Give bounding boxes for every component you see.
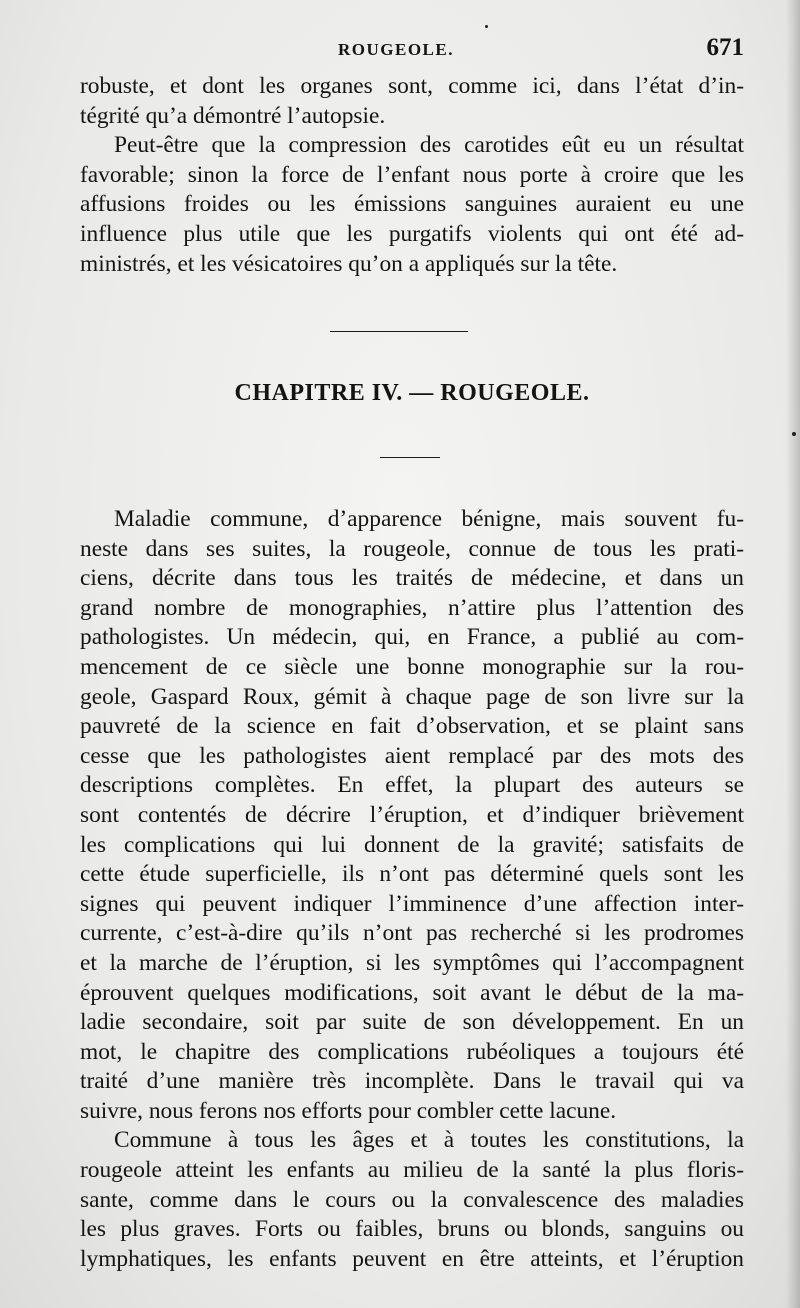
print-speck [792, 432, 796, 436]
text-line: ciens, décrite dans tous les traités de médecine, et dans un [80, 565, 744, 592]
chapter-heading: CHAPITRE IV. — ROUGEOLE. [234, 380, 590, 406]
text-line: mot, le chapitre des complications rubéoliques a toujours été [80, 1038, 744, 1065]
text-line: pauvreté de la science en fait d’observation, et se plaint sans [80, 713, 744, 740]
page-header [80, 34, 744, 68]
page-spine-shadow [786, 0, 800, 1308]
text-line: sont contentés de décrire l’éruption, et d’indiquer brièvement [80, 801, 744, 828]
text-line: grand nombre de monographies, n’attire plus l’attention des [80, 594, 744, 621]
text-line: cesse que les pathologistes aient remplacé par des mots des [80, 742, 744, 769]
page-number: 671 [706, 34, 744, 61]
top-text-block [80, 72, 744, 279]
text-line: les plus graves. Forts ou faibles, bruns ou blonds, sanguins ou [80, 1216, 744, 1243]
text-line: lymphatiques, les enfants peuvent en être atteints, et l’éruption [80, 1245, 744, 1272]
text-line: ladie secondaire, soit par suite de son développement. En un [80, 1009, 744, 1036]
text-line: et la marche de l’éruption, si les symptômes qui l’accompagnent [80, 949, 744, 976]
section-divider [330, 331, 468, 332]
text-line: suivre, nous ferons nos efforts pour combler cette lacune. [80, 1097, 617, 1124]
text-line: cette étude superficielle, ils n’ont pas déterminé quels sont les [80, 861, 744, 888]
chapter-divider [380, 457, 440, 458]
text-line: currente, c’est-à-dire qu’ils n’ont pas recherché si les prodromes [80, 920, 744, 947]
chapter-text-block [80, 505, 744, 1274]
text-line: traité d’une manière très incomplète. Dans le travail qui va [80, 1068, 744, 1095]
text-line: Peut-être que la compression des carotides eût eu un résultat [114, 132, 744, 159]
text-line: favorable; sinon la force de l’enfant nous porte à croire que les [80, 161, 744, 188]
text-line: descriptions complètes. En effet, la plupart des auteurs se [80, 772, 744, 799]
text-line: tégrité qu’a démontré l’autopsie. [80, 102, 386, 129]
text-line: geole, Gaspard Roux, gémit à chaque page de son livre sur la [80, 683, 744, 710]
text-line: neste dans ses suites, la rougeole, connue de tous les prati- [80, 535, 744, 562]
text-line: signes qui peuvent indiquer l’imminence d’une affection inter- [80, 890, 744, 917]
text-line: robuste, et dont les organes sont, comme ici, dans l’état d’in- [80, 73, 744, 99]
text-line: Maladie commune, d’apparence bénigne, mais souvent fu- [114, 506, 744, 532]
text-line: les complications qui lui donnent de la gravité; satisfaits de [80, 831, 744, 858]
text-line: sante, comme dans le cours ou la convalescence des maladies [80, 1186, 744, 1213]
text-line: éprouvent quelques modifications, soit avant le début de la ma- [80, 979, 744, 1006]
text-line: affusions froides ou les émissions sanguines auraient eu une [80, 191, 744, 218]
text-line: Commune à tous les âges et à toutes les constitutions, la [114, 1127, 744, 1154]
text-line: ministrés, et les vésicatoires qu’on a appliqués sur la tête. [80, 250, 618, 277]
text-line: pathologistes. Un médecin, qui, en France, a publié au com- [80, 624, 744, 651]
running-title: ROUGEOLE. [338, 40, 454, 59]
text-line: mencement de ce siècle une bonne monographie sur la rou- [80, 653, 744, 680]
text-line: influence plus utile que les purgatifs violents qui ont été ad- [80, 220, 744, 247]
text-line: rougeole atteint les enfants au milieu de la santé la plus floris- [80, 1157, 744, 1184]
print-speck [485, 25, 488, 28]
